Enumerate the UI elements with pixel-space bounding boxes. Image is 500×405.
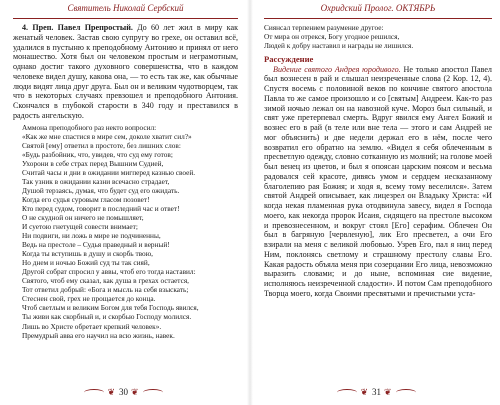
verse-line: От мира он отрекся, Богу угодное решился, — [264, 32, 400, 42]
verse-line: Другой собрат спросил у аввы, чтоб его тогда наставил: — [22, 267, 196, 277]
footer-ornament-right: ❦ — [384, 387, 416, 398]
verse-line: Душой терзаясь, думая, что будет суд его ожидать. — [22, 185, 180, 195]
right-verse-block — [264, 23, 492, 51]
verse-line: Так узник в ожидании казни всечасно страдает, — [22, 176, 170, 186]
footer-ornament-left: ❦ — [84, 387, 116, 398]
verse-line: Когда его судья суровым гласом позовет! — [22, 194, 150, 204]
left-page — [0, 0, 247, 405]
verse-line: Ведь на престоле – Судья праведный и верный! — [22, 240, 170, 250]
verse-line: Ухорони в себе страх перед Вышним Судией, — [22, 158, 164, 168]
verse-line: Святой [ему] ответил в простоте, без лишних слов: — [22, 140, 181, 150]
left-paragraph: До 60 лет жил в миру как женатый человек. Застав свою супругу во грехе, он оставил всё, удалился в пустыню к преподобному Антонию и принял от него монашество. Хотя был он человеком простым и неграмотным, однако достиг такого духовного совершенства, что в каждом человеке видел душу, какова она, — то есть так же, как обычные люди видят лица друг друга. Был он и великим чудотворцем, так что в некоторых случаях превзошел и преподобного Антония. Скончался в глубокой старости в 340 году и преставился в радость ангельскую. — [13, 23, 238, 120]
page-number-right: 31 — [372, 387, 381, 397]
left-running-head: Святитель Николай Сербский — [13, 1, 238, 19]
right-running-head: Охридский Пролог. ОКТЯБРЬ — [264, 1, 492, 19]
entry-title: 4. Преп. Павел Препростый. — [22, 23, 133, 32]
page-number-left: 30 — [119, 387, 128, 397]
verse-line: Лишь во Христе обретает крепкий человек». — [22, 321, 162, 331]
verse-line: Чтоб светлым и великим Богом для тебя Господь явился, — [22, 303, 199, 313]
right-paragraph: Не только апостол Павел был вознесен в рай и слышал неизреченные слова (2 Кор. 12, 4). Спустя восемь с половиной веков по кончине святого апостола Павла то же самое произошло и со [святым] Андреем. Как-то раз зимой ночью лежал он на навозной куче. Мороз был сильный, и свят уже претерпевал смерть. Вдруг явился ему Ангел Божий и вознес его в рай (в теле или вне тела — этого и сам Андрей не мог объяснить) и две недели держал его в нём, после чего возвратил его обратно на землю. «Видел я себя облеченным в пресветлую одежду, словно сотканную из молний; на голове моей был венец из цветов, и был я опоясан царским поясом и весьма радовался сей красоте, дивясь умом и сердцем несказанному благолепию рая Божия; и ходя я, всему тому веселился». Затем святой Андрей описывает, как лицезрел он Владыку Христа: «И когда некая пламенная рука отодвинула завесу, видел я Господа моего, как некогда пророк Исаия, сидящего на престоле высоком и превознесенном, и вокруг стоял [Его] серафим. Облечен Он был в багряную [червленую], лик Его пресветел, а очи Его взирали на меня с великой любовью. Узрев Его, пал я ниц перед Ним, поклонясь светлому и страшному престолу славы Его. Какая радость объяла меня при созерцании Его лица, невозможно выразить словами; и до ныне, вспоминая сие видение, исполняюсь неизреченной сладости». И потом Сам преподобного Творца моего, когда Своими пресвятыми и пречистыми уста- — [264, 64, 492, 298]
footer-ornament-left: ❦ — [337, 387, 369, 398]
verse-line: Сиянсал терпением разумение другое: — [264, 23, 384, 32]
verse-line: Тот ответил добрый: «Бога и мысль на себя взыскать; — [22, 285, 189, 295]
verse-line: Когда ты вступишь в душу и скорбь твою, — [22, 249, 153, 259]
right-page — [253, 0, 500, 405]
verse-line: Святого, чтоб ему сказал, как душа в грехах остается, — [22, 276, 190, 286]
vision-lead: Видение святого Андрея юродивого. — [273, 64, 401, 74]
verse-line: Ни подвиги, ни ложь в мире не подчиненны, — [22, 231, 161, 241]
verse-line: Людей к добру наставил и награды не лишился. — [264, 41, 414, 51]
section-title: Рассуждение — [264, 53, 314, 64]
verse-line: Кто перед судом, говорит в последний час и ответ! — [22, 203, 180, 213]
verse-line: Ты живи как скорбный и, и скорбью Господу молился. — [22, 312, 192, 322]
left-verse-block — [13, 123, 238, 340]
verse-line: И суетою гнетущей совести внимает; — [22, 222, 138, 232]
right-body-text — [264, 65, 492, 299]
verse-line: Премудрый авва его научил на всю жизнь, навек. — [22, 330, 175, 340]
verse-line: О не скудной он ничего не помышляет, — [22, 212, 144, 222]
verse-line: Аммона преподобного раз некто вопросил: — [22, 122, 157, 132]
left-footer — [0, 385, 247, 399]
left-body-text — [13, 23, 238, 121]
verse-line: Но днем и ночью Божий суд ты так сияй, — [22, 258, 150, 268]
right-footer — [253, 385, 500, 399]
verse-line: Считай часы и дни в ожидании мигперед казнью своей. — [22, 167, 196, 177]
verse-line: «Будь разбойник, что, увидев, что суд ему готов; — [22, 149, 173, 159]
verse-line: «Как же мне спастися в мире сем, доколе хватит сил?» — [22, 131, 192, 141]
verse-line: Стеснен свой, грех не прощается до конца. — [22, 294, 156, 304]
footer-ornament-right: ❦ — [131, 387, 163, 398]
